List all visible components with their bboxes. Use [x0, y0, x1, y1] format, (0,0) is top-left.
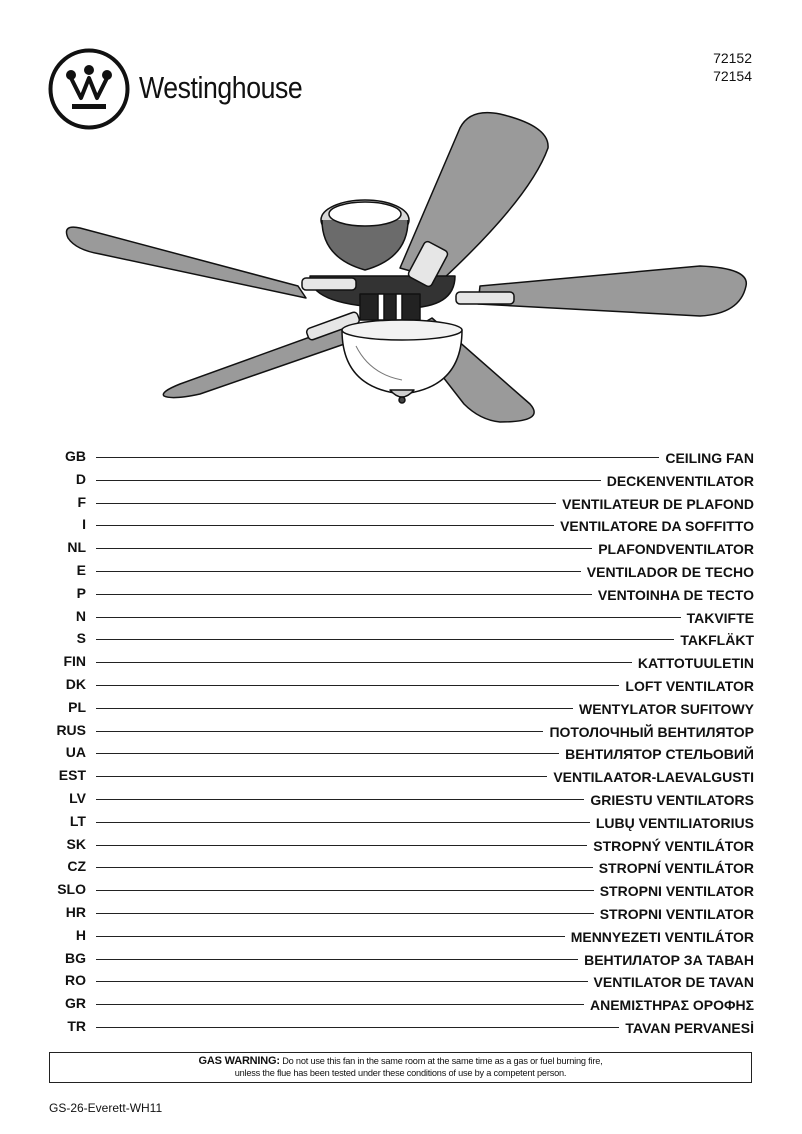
- language-title: MENNYEZETI VENTILÁTOR: [565, 929, 754, 945]
- list-item: [0, 904, 802, 926]
- language-code: SLO: [57, 881, 86, 898]
- language-code: HR: [65, 904, 86, 920]
- language-title: TAVAN PERVANESİ: [619, 1020, 754, 1036]
- list-item: [0, 494, 802, 516]
- language-title: VENTILATOR DE TAVAN: [588, 974, 754, 990]
- list-item: [0, 950, 802, 972]
- list-item: [0, 471, 802, 493]
- language-title: STROPNÍ VENTILÁTOR: [593, 860, 754, 876]
- list-item: [0, 836, 802, 858]
- language-title: STROPNI VENTILATOR: [594, 906, 754, 922]
- document-reference: GS-26-Everett-WH11: [49, 1101, 163, 1115]
- language-title: VENTILADOR DE TECHO: [581, 564, 754, 580]
- list-item: [0, 858, 802, 880]
- language-code: RUS: [56, 721, 86, 738]
- language-title: DECKENVENTILATOR: [601, 473, 754, 489]
- language-code: GB: [65, 448, 86, 464]
- list-item: [0, 927, 802, 949]
- list-item: [0, 813, 802, 835]
- leader-line: [96, 457, 754, 458]
- warning-line-1: Do not use this fan in the same room at the same time as a gas or fuel burning fire,: [282, 1056, 603, 1066]
- language-title: VENTILATORE DA SOFFITTO: [554, 518, 754, 534]
- language-code: S: [76, 630, 86, 647]
- language-code: FIN: [63, 653, 86, 670]
- language-title: ВЕНТИЛАТОР ЗА ТАВАН: [578, 952, 754, 968]
- language-code: LV: [69, 790, 86, 806]
- language-code: E: [76, 562, 86, 578]
- language-code: LT: [69, 812, 86, 829]
- list-item: [0, 699, 802, 721]
- list-item: [0, 562, 802, 584]
- warning-heading: GAS WARNING:: [198, 1055, 280, 1067]
- language-code: N: [75, 607, 86, 624]
- language-title: VENTILATEUR DE PLAFOND: [556, 496, 754, 512]
- language-code: I: [82, 516, 86, 533]
- list-item: [0, 722, 802, 744]
- leader-line: [96, 639, 754, 640]
- language-title: ΑΝΕΜΙΣΤΗΡΑΣ ΟΡΟΦΗΣ: [584, 997, 754, 1013]
- language-title: VENTOINHA DE TECTO: [592, 587, 754, 603]
- model-number: 72154: [713, 68, 752, 84]
- language-title: ВЕНТИЛЯТОР СТЕЛЬОВИЙ: [559, 746, 754, 762]
- list-item: [0, 972, 802, 994]
- language-title: LOFT VENTILATOR: [619, 678, 754, 694]
- brand-name: Westinghouse: [139, 70, 303, 105]
- language-code: NL: [67, 539, 86, 556]
- language-code: H: [75, 926, 86, 943]
- language-code: P: [76, 584, 86, 601]
- language-code: RO: [65, 972, 86, 989]
- list-item: [0, 630, 802, 652]
- language-title: KATTOTUULETIN: [632, 655, 754, 671]
- language-code: TR: [67, 1018, 86, 1034]
- list-item: [0, 995, 802, 1017]
- language-title: TAKVIFTE: [681, 610, 754, 626]
- model-number: 72152: [713, 50, 752, 66]
- language-code: CZ: [67, 858, 86, 875]
- language-code: EST: [58, 767, 86, 784]
- language-code: SK: [66, 835, 86, 852]
- list-item: [0, 585, 802, 607]
- language-code: F: [77, 493, 86, 510]
- language-code: DK: [65, 676, 86, 692]
- list-item: [0, 790, 802, 812]
- list-item: [0, 539, 802, 561]
- list-item: [0, 1018, 802, 1040]
- language-title: LUBŲ VENTILIATORIUS: [590, 815, 754, 831]
- list-item: [0, 881, 802, 903]
- language-title: ПОТОЛОЧНЫЙ ВЕНТИЛЯТОР: [543, 724, 754, 740]
- language-code: D: [75, 470, 86, 487]
- warning-line-2: unless the flue has been tested under these conditions of use by a competent person.: [234, 1067, 567, 1078]
- list-item: [0, 676, 802, 698]
- list-item: [0, 767, 802, 789]
- language-title: WENTYLATOR SUFITOWY: [573, 701, 754, 717]
- language-code: GR: [65, 995, 86, 1012]
- language-code: BG: [65, 949, 86, 966]
- language-title: TAKFLÄKT: [674, 632, 754, 648]
- language-title: STROPNI VENTILATOR: [594, 883, 754, 899]
- language-title: STROPNÝ VENTILÁTOR: [587, 838, 754, 854]
- list-item: [0, 516, 802, 538]
- leader-line: [96, 617, 754, 618]
- language-title: VENTILAATOR-LAEVALGUSTI: [547, 769, 754, 785]
- ceiling-fan-illustration-icon: [60, 108, 760, 428]
- list-item: [0, 744, 802, 766]
- gas-warning-box: [49, 1052, 752, 1083]
- language-title: GRIESTU VENTILATORS: [584, 792, 754, 808]
- model-numbers: [713, 49, 752, 85]
- language-code: UA: [65, 744, 86, 761]
- list-item: [0, 653, 802, 675]
- language-title: CEILING FAN: [659, 450, 754, 466]
- list-item: [0, 608, 802, 630]
- list-item: [0, 448, 802, 470]
- language-code: PL: [68, 698, 86, 715]
- language-title: PLAFONDVENTILATOR: [592, 541, 754, 557]
